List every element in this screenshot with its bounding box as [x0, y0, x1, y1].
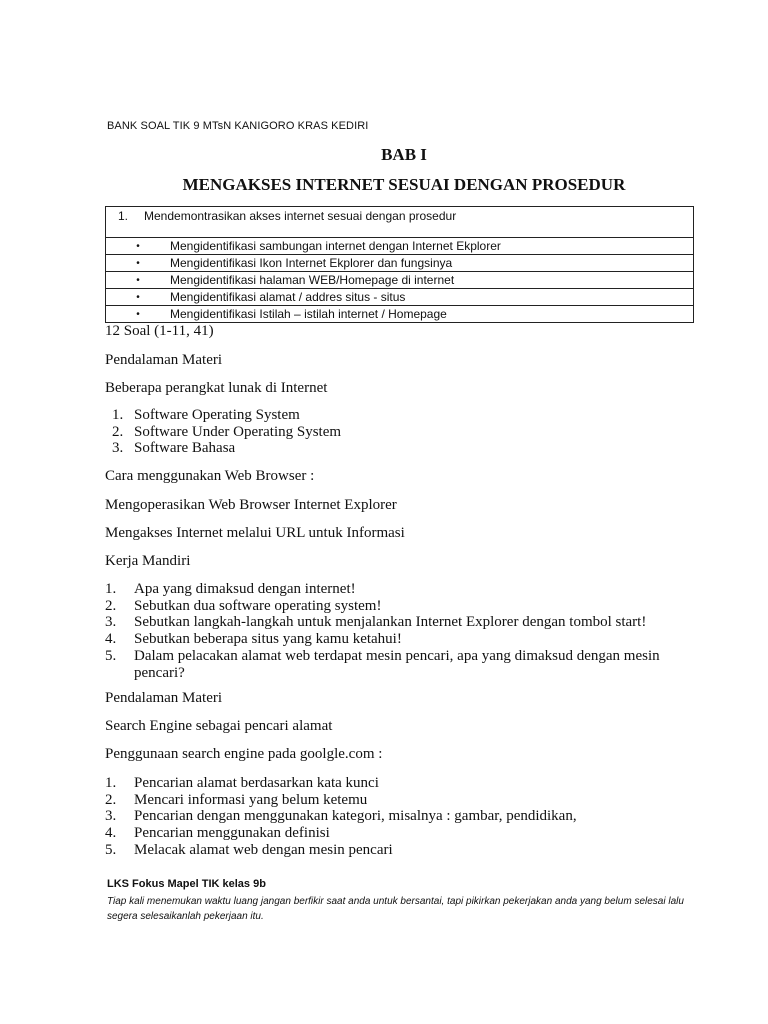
- indicator-row: [106, 238, 694, 255]
- list-item: 5. Dalam pelacakan alamat web terdapat mesin pencari, apa yang dimaksud dengan mesin pencari?: [105, 647, 660, 681]
- chapter-number: BAB I: [381, 145, 427, 164]
- search-engine-list: [105, 775, 665, 859]
- question-list: [105, 581, 665, 681]
- list-item: 1. Pencarian alamat berdasarkan kata kunci: [105, 775, 379, 791]
- soal-count: 12 Soal (1-11, 41): [105, 323, 214, 339]
- indicator-text: Mengidentifikasi alamat / addres situs - situs: [170, 290, 406, 304]
- competency-number: 1.: [118, 209, 129, 223]
- indicator-row: [106, 272, 694, 289]
- bullet-icon: •: [136, 291, 140, 303]
- section-heading: Pendalaman Materi: [105, 352, 223, 368]
- paragraph-text: Cara menggunakan Web Browser :: [105, 468, 315, 484]
- indicator-text: Mengidentifikasi Istilah – istilah internet / Homepage: [170, 307, 447, 321]
- bullet-icon: •: [136, 274, 140, 286]
- list-item: 3. Pencarian dengan menggunakan kategori, misalnya : gambar, pendidikan,: [105, 808, 577, 825]
- indicator-text: Mengidentifikasi sambungan internet dengan Internet Ekplorer: [170, 239, 501, 253]
- paragraph-text: Mengakses Internet melalui URL untuk Informasi: [105, 525, 405, 541]
- list-item: 5. Melacak alamat web dengan mesin pencari: [105, 841, 393, 858]
- list-item: 1. Software Operating System: [112, 407, 300, 423]
- list-item: 3. Sebutkan langkah-langkah untuk menjalankan Internet Explorer dengan tombol start!: [105, 614, 647, 631]
- paragraph-text: Mengoperasikan Web Browser Internet Explorer: [105, 497, 397, 513]
- list-item: 4. Pencarian menggunakan definisi: [105, 825, 330, 842]
- list-item: 4. Sebutkan beberapa situs yang kamu ketahui!: [105, 631, 402, 648]
- indicator-row: [106, 289, 694, 306]
- list-item: 1. Apa yang dimaksud dengan internet!: [105, 581, 356, 597]
- footer-title: LKS Fokus Mapel TIK kelas 9b: [107, 878, 266, 890]
- bullet-icon: •: [136, 257, 140, 269]
- document-header: BANK SOAL TIK 9 MTsN KANIGORO KRAS KEDIRI: [107, 120, 369, 132]
- section-heading: Pendalaman Materi: [105, 690, 223, 706]
- list-item: 2. Software Under Operating System: [112, 423, 342, 440]
- competency-row: [106, 207, 694, 238]
- indicator-row: [106, 306, 694, 323]
- section-heading: Kerja Mandiri: [105, 553, 191, 569]
- section-intro: Beberapa perangkat lunak di Internet: [105, 380, 328, 396]
- competency-text: Mendemontrasikan akses internet sesuai dengan prosedur: [144, 209, 457, 223]
- chapter-title: MENGAKSES INTERNET SESUAI DENGAN PROSEDUR: [182, 175, 626, 194]
- bullet-icon: •: [136, 240, 140, 252]
- indicator-row: [106, 255, 694, 272]
- list-item: 2. Mencari informasi yang belum ketemu: [105, 791, 368, 808]
- paragraph-text: Search Engine sebagai pencari alamat: [105, 718, 333, 734]
- indicator-text: Mengidentifikasi halaman WEB/Homepage di internet: [170, 273, 455, 287]
- competency-table: [105, 206, 694, 323]
- indicator-text: Mengidentifikasi Ikon Internet Ekplorer dan fungsinya: [170, 256, 453, 270]
- list-item: 3. Software Bahasa: [112, 440, 236, 457]
- list-item: 2. Sebutkan dua software operating system!: [105, 597, 382, 614]
- footer-quote: Tiap kali menemukan waktu luang jangan berfikir saat anda untuk bersantai, tapi pikirkan pekerjakan anda yang belum selesai lalu segera selesaikanlah pekerjaan itu.: [107, 896, 684, 922]
- paragraph-text: Penggunaan search engine pada goolgle.com :: [105, 746, 383, 762]
- software-list: [112, 407, 341, 457]
- bullet-icon: •: [136, 308, 140, 320]
